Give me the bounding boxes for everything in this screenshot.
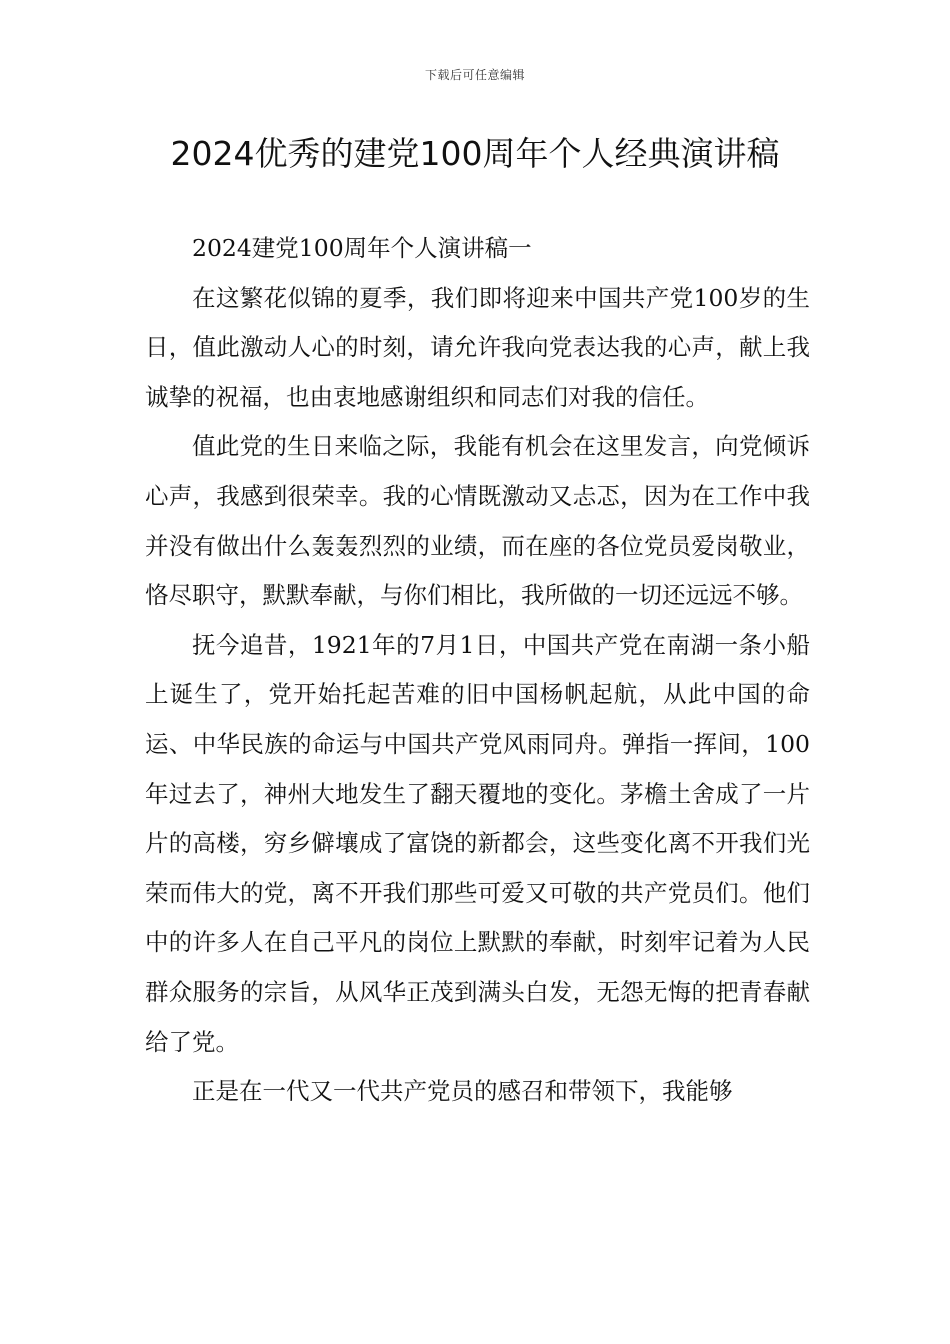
paragraph: 值此党的生日来临之际，我能有机会在这里发言，向党倾诉心声，我感到很荣幸。我的心情既激动又忐忑，因为在工作中我并没有做出什么轰轰烈烈的业绩，而在座的各位党员爱岗敬业，恪尽职守，默默奉献，与你们相比，我所做的一切还远远不够。 [145, 432, 810, 610]
header-note: 下载后可任意编辑 [424, 68, 525, 82]
section-subtitle: 2024建党100周年个人演讲稿一 [192, 234, 532, 262]
document-title: 2024优秀的建党100周年个人经典演讲稿 [170, 134, 780, 173]
paragraph: 正是在一代又一代共产党员的感召和带领下，我能够 [192, 1077, 733, 1106]
paragraph: 抚今追昔，1921年的7月1日，中国共产党在南湖一条小船上诞生了，党开始托起苦难的旧中国杨帆起航，从此中国的命运、中华民族的命运与中国共产党风雨同舟。弹指一挥间，100年过去了，神州大地发生了翻天覆地的变化。茅檐土舍成了一片片的高楼，穷乡僻壤成了富饶的新都会，这些变化离不开我们光荣而伟大的党，离不开我们那些可爱又可敬的共产党员们。他们中的许多人在自己平凡的岗位上默默的奉献，时刻牢记着为人民群众服务的宗旨，从风华正茂到满头白发，无怨无悔的把青春献给了党。 [145, 630, 810, 1056]
paragraph: 在这繁花似锦的夏季，我们即将迎来中国共产党100岁的生日，值此激动人心的时刻，请允许我向党表达我的心声，献上我诚挚的祝福，也由衷地感谢组织和同志们对我的信任。 [145, 283, 810, 411]
document-body [145, 224, 810, 1117]
